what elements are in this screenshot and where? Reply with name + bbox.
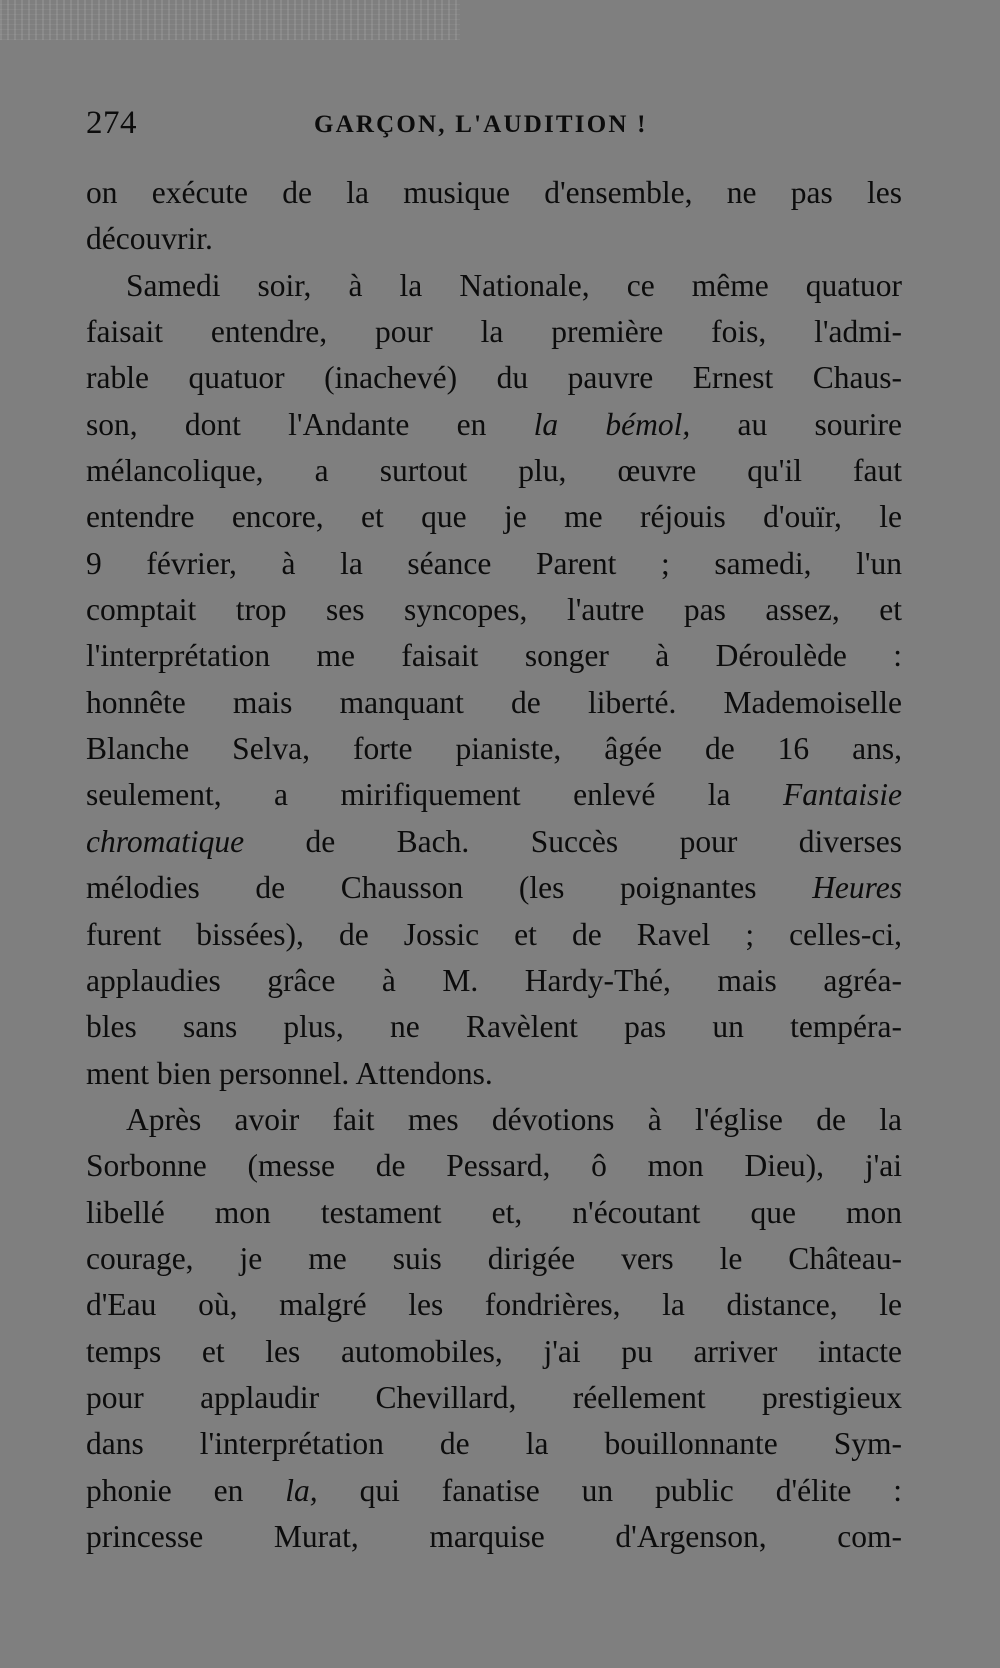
- text-line: l'interprétation me faisait songer à Déroulède :: [86, 638, 902, 674]
- text-line: Blanche Selva, forte pianiste, âgée de 16 ans,: [86, 731, 902, 767]
- text-line: temps et les automobiles, j'ai pu arriver intacte: [86, 1333, 902, 1369]
- text-line: 9 février, à la séance Parent ; samedi, l'un: [86, 545, 902, 581]
- italic-text: Heures: [812, 870, 902, 906]
- text-line: Sorbonne (messe de Pessard, ô mon Dieu), j'ai: [86, 1148, 902, 1184]
- body-text: [86, 170, 902, 1560]
- italic-text: chromatique: [86, 823, 245, 859]
- page-number: 274: [86, 105, 137, 141]
- text-line: furent bissées), de Jossic et de Ravel ; celles-ci,: [86, 916, 902, 952]
- text-line: mélancolique, a surtout plu, œuvre qu'il faut: [86, 453, 902, 489]
- text-line: courage, je me suis dirigée vers le Château-: [86, 1240, 902, 1276]
- italic-text: la,: [285, 1472, 318, 1508]
- text-line: phonie en la, qui fanatise un public d'élite :: [86, 1472, 902, 1508]
- text-line: bles sans plus, ne Ravèlent pas un tempéra-: [86, 1009, 902, 1045]
- text-line: dans l'interprétation de la bouillonnante Sym-: [86, 1426, 902, 1462]
- italic-text: Fantaisie: [783, 777, 902, 813]
- page-header: [86, 98, 906, 148]
- paragraph-first-line: Après avoir fait mes dévotions à l'église de la: [126, 1101, 902, 1137]
- text-line: applaudies grâce à M. Hardy-Thé, mais agréa-: [86, 962, 902, 998]
- text-line: on exécute de la musique d'ensemble, ne pas les: [86, 175, 902, 210]
- text-line: ment bien personnel. Attendons.: [86, 1055, 493, 1091]
- paragraph-first-line: Samedi soir, à la Nationale, ce même quatuor: [126, 267, 902, 303]
- text-line: son, dont l'Andante en la bémol, au sourire: [86, 406, 903, 442]
- running-head: GARÇON, L'AUDITION !: [314, 111, 648, 138]
- text-line: chromatique de Bach. Succès pour diverses: [86, 823, 902, 859]
- text-line: comptait trop ses syncopes, l'autre pas assez, et: [86, 592, 902, 628]
- text-line: rable quatuor (inachevé) du pauvre Ernest Chaus-: [86, 360, 902, 396]
- text-line: libellé mon testament et, n'écoutant que mon: [86, 1194, 902, 1230]
- text-line: faisait entendre, pour la première fois, l'admi-: [86, 314, 902, 350]
- italic-text: la bémol,: [533, 406, 691, 442]
- scan-noise: [0, 0, 460, 40]
- text-line: d'Eau où, malgré les fondrières, la distance, le: [86, 1287, 902, 1323]
- text-line: découvrir.: [86, 221, 213, 257]
- text-line: princesse Murat, marquise d'Argenson, com-: [86, 1518, 902, 1554]
- text-line: entendre encore, et que je me réjouis d'ouïr, le: [86, 499, 902, 535]
- text-line: seulement, a mirifiquement enlevé la Fantaisie: [86, 777, 902, 813]
- text-line: honnête mais manquant de liberté. Mademoiselle: [86, 684, 902, 720]
- text-line: pour applaudir Chevillard, réellement prestigieux: [86, 1379, 902, 1415]
- text-line: mélodies de Chausson (les poignantes Heures: [86, 870, 902, 906]
